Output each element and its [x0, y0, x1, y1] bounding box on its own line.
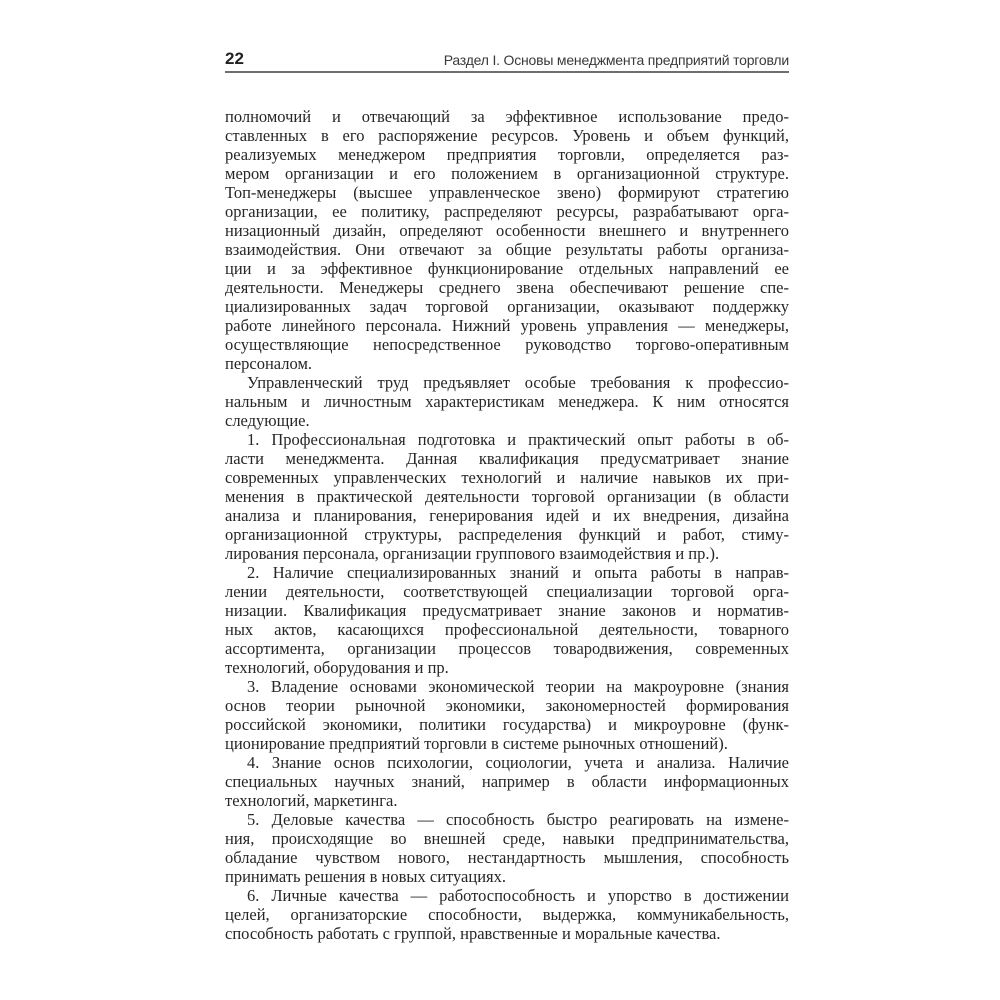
text-line: ных актов, касающихся профессиональной деятельности, товарного [225, 620, 789, 639]
text-line: следующие. [225, 411, 310, 430]
text-line: организации, ее политику, распределяют ресурсы, разрабатывают орга- [225, 202, 789, 221]
text-line: циализированных задач торговой организации, оказывают поддержку [225, 297, 789, 316]
text-line: российской экономики, политики государства) и микроуровне (функ- [225, 715, 789, 734]
text-line: ассортимента, организации процессов товародвижения, современных [225, 639, 789, 658]
text-line: принимать решения в новых ситуациях. [225, 867, 507, 886]
section-title: Раздел I. Основы менеджмента предприятий торговли [443, 52, 789, 68]
text-line: 1. Профессиональная подготовка и практический опыт работы в об- [247, 430, 789, 449]
text-line: целей, организаторские способности, выдержка, коммуникабельность, [225, 905, 789, 924]
text-line: мером организации и его положением в организационной структуре. [225, 164, 789, 183]
paragraph [225, 107, 789, 373]
text-line: 3. Владение основами экономической теории на макроуровне (знания [247, 677, 789, 696]
text-line: основ теории рыночной экономики, закономерностей формирования [225, 696, 789, 715]
text-line: 6. Личные качества — работоспособность и упорство в достижении [247, 886, 789, 905]
text-line: организационной структуры, распределения функций и работ, стиму- [225, 525, 789, 544]
text-line: нальным и личностным характеристикам менеджера. К ним относятся [225, 392, 789, 411]
text-line: ния, происходящие во внешней среде, навыки предпринимательства, [225, 829, 789, 848]
text-line: 4. Знание основ психологии, социологии, учета и анализа. Наличие [247, 753, 789, 772]
text-line: лении деятельности, соответствующей специализации торговой орга- [225, 582, 789, 601]
paragraph [225, 753, 789, 810]
paragraph [225, 886, 789, 943]
text-line: лирования персонала, организации группового взаимодействия и пр.). [225, 544, 720, 563]
text-line: Управленческий труд предъявляет особые требования к профессио- [247, 373, 789, 392]
text-line: специальных научных знаний, например в области информационных [225, 772, 789, 791]
text-line: анализа и планирования, генерирования идей и их внедрения, дизайна [225, 506, 789, 525]
paragraph [225, 677, 789, 753]
text-line: современных управленческих технологий и наличие навыков их при- [225, 468, 789, 487]
text-line: низации. Квалификация предусматривает знание законов и норматив- [225, 601, 789, 620]
text-line: технологий, маркетинга. [225, 791, 398, 810]
text-line: деятельности. Менеджеры среднего звена обеспечивают решение спе- [225, 278, 789, 297]
page-content [225, 50, 789, 943]
text-line: реализуемых менеджером предприятия торговли, определяется раз- [225, 145, 789, 164]
page-number: 22 [225, 49, 244, 68]
text-line: персоналом. [225, 354, 313, 373]
text-line: полномочий и отвечающий за эффективное использование предо- [225, 107, 789, 126]
paragraph [225, 563, 789, 677]
text-line: осуществляющие непосредственное руководство торгово-оперативным [225, 335, 789, 354]
text-line: 5. Деловые качества — способность быстро реагировать на измене- [247, 810, 789, 829]
text-line: 2. Наличие специализированных знаний и опыта работы в направ- [247, 563, 789, 582]
paragraph [225, 373, 789, 430]
paragraph [225, 810, 789, 886]
text-line: ционирование предприятий торговли в системе рыночных отношений). [225, 734, 728, 753]
text-line: менения в практической деятельности торговой организации (в области [225, 487, 789, 506]
text-line: технологий, оборудования и пр. [225, 658, 449, 677]
text-line: ции и за эффективное функционирование отдельных направлений ее [225, 259, 789, 278]
text-line: работе линейного персонала. Нижний уровень управления — менеджеры, [225, 316, 789, 335]
text-line: Топ-менеджеры (высшее управленческое звено) формируют стратегию [225, 183, 789, 202]
text-line: ласти менеджмента. Данная квалификация предусматривает знание [225, 449, 789, 468]
text-line: низационный дизайн, определяют особенности внешнего и внутреннего [225, 221, 789, 240]
page-body [225, 107, 789, 943]
paragraph [225, 430, 789, 563]
text-line: обладание чувством нового, нестандартность мышления, способность [225, 848, 789, 867]
text-line: способность работать с группой, нравственные и моральные качества. [225, 924, 721, 943]
text-line: ставленных в его распоряжение ресурсов. Уровень и объем функций, [225, 126, 789, 145]
text-line: взаимодействия. Они отвечают за общие результаты работы организа- [225, 240, 789, 259]
running-head [225, 50, 789, 73]
